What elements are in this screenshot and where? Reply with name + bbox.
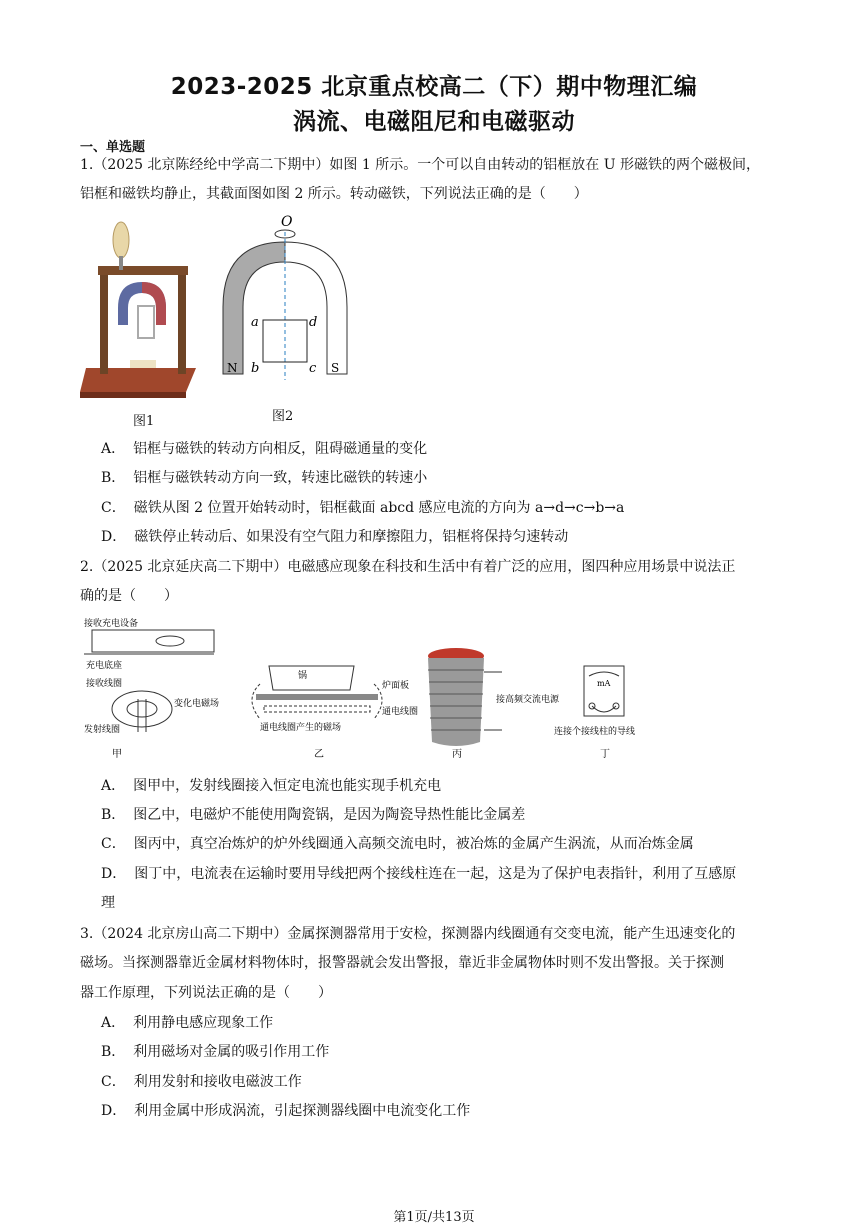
ding-caption: 丁	[600, 749, 610, 760]
jia-label-device: 接收充电设备	[84, 619, 139, 629]
q2-stem-line1: 2.（2025 北京延庆高二下期中）电磁感应现象在科技和生活中有着广泛的应用，图四种应用场景中说法正	[80, 559, 736, 575]
jia-label-send: 发射线圈	[84, 725, 121, 735]
fig2-label-a: a	[251, 315, 259, 330]
bing-label-ac: 接高频交流电源	[496, 695, 560, 705]
jia-label-recv: 接收线圈	[86, 679, 123, 689]
yi-label-coil: 通电线圈	[382, 707, 419, 717]
doc-title-line1: 2023-2025 北京重点校高二（下）期中物理汇编	[170, 74, 698, 100]
q2-option-d-cont: 理	[101, 895, 115, 911]
yi-caption: 乙	[314, 749, 324, 760]
jia-label-field: 变化电磁场	[174, 699, 220, 709]
q2-stem-line2: 确的是（ ）	[80, 588, 178, 604]
q2-figure-four-scenes	[84, 614, 659, 764]
doc-title-line2: 涡流、电磁阻尼和电磁驱动	[293, 109, 575, 135]
ding-label-meter: mA	[597, 679, 611, 688]
q1-figure1-apparatus	[78, 220, 203, 405]
yi-label-panel: 炉面板	[382, 681, 410, 691]
section-heading: 一、单选题	[80, 140, 146, 155]
q1-figure1-caption: 图1	[133, 414, 155, 429]
q1-option-b: B． 铝框与磁铁转动方向一致，转速比磁铁的转速小	[101, 470, 428, 486]
fig2-label-c: c	[309, 361, 317, 376]
q3-option-b: B． 利用磁场对金属的吸引作用工作	[101, 1044, 330, 1060]
ding-label-note: 连接个接线柱的导线	[554, 727, 636, 737]
q3-stem-line2: 磁场。当探测器靠近金属材料物体时，报警器就会发出警报，靠近非金属物体时则不发出警报。关于探测	[80, 955, 724, 971]
q1-option-a: A． 铝框与磁铁的转动方向相反，阻碍磁通量的变化	[101, 441, 428, 457]
q3-option-a: A． 利用静电感应现象工作	[101, 1015, 274, 1031]
q1-figure2-caption: 图2	[272, 409, 294, 424]
fig2-label-o: O	[281, 214, 293, 230]
q2-option-a: A． 图甲中，发射线圈接入恒定电流也能实现手机充电	[101, 778, 442, 794]
q1-stem-line1: 1.（2025 北京陈经纶中学高二下期中）如图 1 所示。一个可以自由转动的铝框放在 U 形磁铁的两个磁极间，	[80, 157, 760, 173]
jia-caption: 甲	[112, 749, 122, 760]
q1-figure2-cross-section	[218, 212, 353, 382]
yi-label-pot: 锅	[298, 671, 308, 681]
bing-caption: 丙	[452, 749, 462, 760]
fig2-label-n: N	[227, 361, 238, 375]
fig2-label-b: b	[251, 361, 260, 376]
q1-option-c: C． 磁铁从图 2 位置开始转动时，铝框截面 abcd 感应电流的方向为 a→d→c→b→a	[101, 500, 625, 516]
page-footer: 第1页/共13页	[393, 1210, 475, 1225]
q3-stem-line3: 器工作原理，下列说法正确的是（ ）	[80, 985, 332, 1001]
fig2-label-s: S	[331, 361, 340, 375]
yi-label-field: 通电线圈产生的磁场	[260, 723, 342, 733]
q3-option-c: C． 利用发射和接收电磁波工作	[101, 1074, 302, 1090]
q1-option-d: D． 磁铁停止转动后、如果没有空气阻力和摩擦阻力，铝框将保持匀速转动	[101, 529, 569, 545]
fig2-label-d: d	[309, 315, 318, 330]
q2-option-c: C． 图丙中，真空冶炼炉的炉外线圈通入高频交流电时，被冶炼的金属产生涡流，从而冶炼金属	[101, 836, 694, 852]
jia-label-panel: 充电底座	[86, 661, 123, 671]
q2-option-b: B． 图乙中，电磁炉不能使用陶瓷锅，是因为陶瓷导热性能比金属差	[101, 807, 526, 823]
q3-stem-line1: 3.（2024 北京房山高二下期中）金属探测器常用于安检，探测器内线圈通有交变电流，能产生迅速变化的	[80, 926, 736, 942]
q3-option-d: D． 利用金属中形成涡流，引起探测器线圈中电流变化工作	[101, 1103, 471, 1119]
q2-option-d: D． 图丁中，电流表在运输时要用导线把两个接线柱连在一起，这是为了保护电表指针，利用了互感原	[101, 866, 737, 882]
q1-stem-line2: 铝框和磁铁均静止，其截面图如图 2 所示。转动磁铁，下列说法正确的是（ ）	[80, 186, 588, 202]
